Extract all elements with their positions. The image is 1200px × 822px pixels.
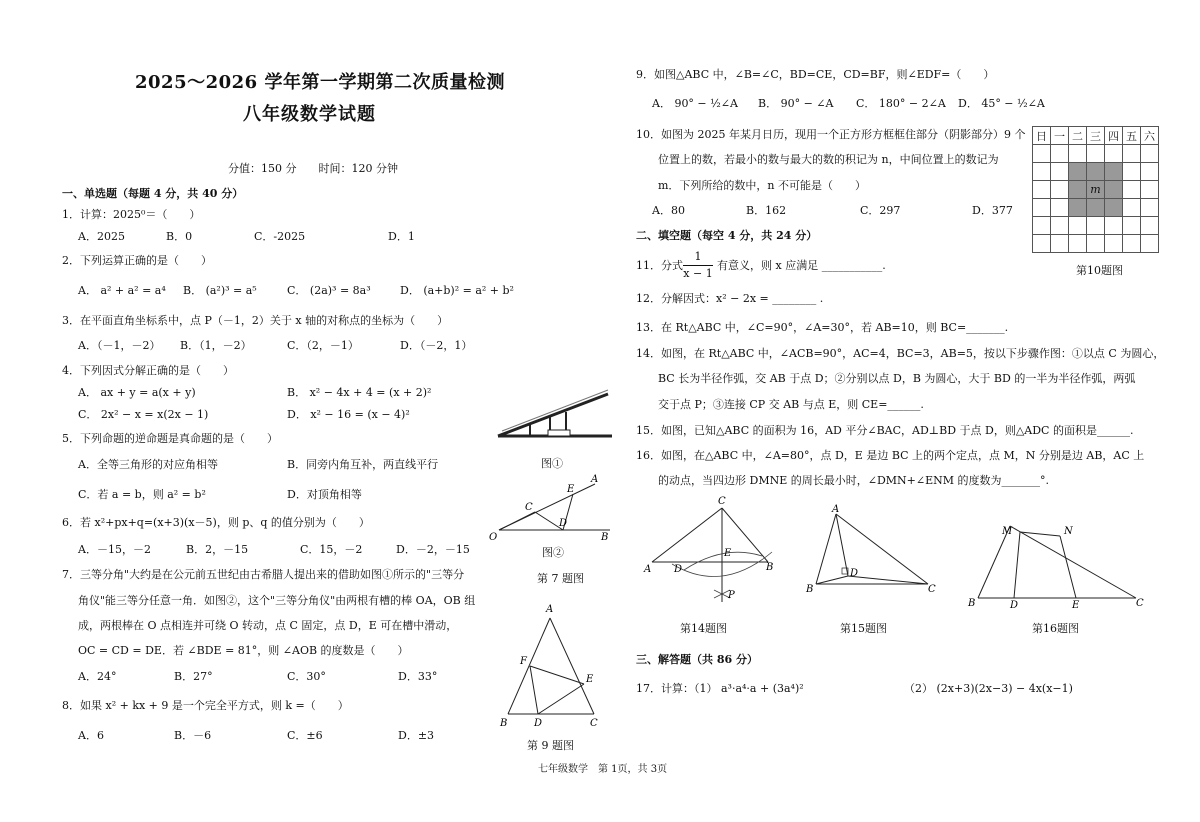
- calendar-header-sun: 日: [1033, 127, 1051, 145]
- q11-prefix: 11．分式: [636, 259, 683, 272]
- q10-line2: 位置上的数，若最小的数与最大的数的积记为 n，中间位置上的数记为: [658, 153, 999, 166]
- q10-option-d: D．377: [972, 204, 1013, 217]
- q16-label-d: D: [1010, 600, 1019, 611]
- q16-label-m: M: [1002, 526, 1013, 537]
- q5-option-d: D．对顶角相等: [287, 488, 362, 501]
- q4-option-b: B． x² − 4x + 4 = (x + 2)²: [287, 386, 432, 399]
- q3-option-a: A．（－1，－2）: [78, 339, 161, 352]
- q12-stem: 12．分解因式：x² − 2x = ________ .: [636, 292, 824, 305]
- q7-option-a: A．24°: [78, 670, 117, 683]
- q14-label-e: E: [724, 548, 732, 559]
- q1-stem: 1．计算：2025⁰＝（ ）: [62, 208, 201, 221]
- section1-heading: 一、单选题（每题 4 分，共 40 分）: [62, 187, 244, 200]
- q6-option-c: C．15，－2: [300, 543, 363, 556]
- calendar-header-sat: 六: [1141, 127, 1159, 145]
- q10-line1: 10．如图为 2025 年某月日历，现用一个正方形方框框住部分（阴影部分）9 个: [636, 128, 1026, 141]
- q9-label-e: E: [586, 674, 594, 685]
- q17-part1: 17．计算：（1） a³·a⁴·a + (3a⁴)²: [636, 682, 804, 695]
- q7-line4: OC = CD = DE．若 ∠BDE = 81°，则 ∠AOB 的度数是（ ）: [78, 644, 409, 657]
- q9-label-a: A: [546, 604, 554, 615]
- q9-option-a: A． 90° − ½∠A: [652, 97, 738, 110]
- figure-1-trisector-device: [490, 388, 620, 448]
- q11-fraction-bar: [683, 265, 713, 266]
- calendar-header-fri: 五: [1123, 127, 1141, 145]
- page-subtitle: 八年级数学试题: [243, 104, 376, 125]
- calendar-row: [1033, 199, 1159, 217]
- fig2-caption: 图②: [542, 546, 564, 559]
- calendar-row: [1033, 217, 1159, 235]
- q3-option-c: C．（2，－1）: [287, 339, 359, 352]
- q14-figure-caption: 第14题图: [680, 622, 727, 635]
- q14-label-d: D: [674, 564, 683, 575]
- q4-option-d: D． x² − 16 = (x − 4)²: [287, 408, 410, 421]
- q15-label-c: C: [928, 584, 936, 595]
- calendar-header-row: [1033, 127, 1159, 145]
- figure-q16-triangle: [964, 518, 1154, 611]
- q10-figure-caption: 第10题图: [1076, 264, 1123, 277]
- q7-option-c: C．30°: [287, 670, 326, 683]
- calendar-header-mon: 一: [1051, 127, 1069, 145]
- calendar-row: [1033, 235, 1159, 253]
- section3-heading: 三、解答题（共 86 分）: [636, 653, 758, 666]
- q11-fraction-denominator: x − 1: [683, 267, 713, 280]
- q14-label-a: A: [644, 564, 652, 575]
- q9-label-d: D: [534, 718, 543, 729]
- q14-label-c: C: [718, 496, 726, 507]
- q14-label-p: P: [728, 590, 735, 601]
- calendar-header-tue: 二: [1069, 127, 1087, 145]
- q7-line3: 成，两根棒在 O 点相连并可绕 O 转动，点 C 固定，点 D，E 可在槽中滑动，: [78, 619, 458, 632]
- q7-figure-caption: 第 7 题图: [537, 572, 584, 585]
- q9-label-b: B: [500, 718, 508, 729]
- calendar-row: [1033, 163, 1159, 181]
- q14-line3: 交于点 P；③连接 CP 交 AB 与点 E，则 CE=______.: [658, 398, 924, 411]
- q4-option-c: C． 2x² − x = x(2x − 1): [78, 408, 209, 421]
- q4-stem: 4．下列因式分解正确的是（ ）: [62, 364, 234, 377]
- calendar-center-label: m: [1090, 183, 1101, 196]
- calendar-header-wed: 三: [1087, 127, 1105, 145]
- q6-option-a: A．－15，－2: [78, 543, 151, 556]
- calendar-header-thu: 四: [1105, 127, 1123, 145]
- q16-line2: 的动点，当四边形 DMNE 的周长最小时，∠DMN+∠ENM 的度数为_______°.: [658, 474, 1049, 487]
- q10-line3: m．下列所给的数中，n 不可能是（ ）: [658, 179, 867, 192]
- q5-stem: 5．下列命题的逆命题是真命题的是（ ）: [62, 432, 278, 445]
- q1-option-c: C．-2025: [254, 230, 306, 243]
- q8-option-c: C．±6: [287, 729, 323, 742]
- page-title: 2025～2026 学年第一学期第二次质量检测: [135, 72, 505, 93]
- q16-line1: 16．如图，在△ABC 中，∠A=80°，点 D，E 是边 BC 上的两个定点，点 M，N 分别是边 AB，AC 上: [636, 449, 1145, 462]
- figure-2-trisector-diagram: [485, 472, 615, 542]
- fig2-label-d: D: [559, 518, 568, 529]
- q9-option-b: B． 90° − ∠A: [758, 97, 834, 110]
- q2-option-b: B． (a²)³ = a⁵: [183, 284, 257, 297]
- fig2-label-a: A: [591, 474, 599, 485]
- q16-label-n: N: [1064, 526, 1073, 537]
- q8-option-d: D．±3: [398, 729, 435, 742]
- page-footer: 七年级数学 第 1页，共 3页: [538, 764, 668, 775]
- q3-stem: 3．在平面直角坐标系中，点 P（－1，2）关于 x 轴的对称点的坐标为（ ）: [62, 314, 449, 327]
- figure-q15-triangle: [804, 504, 944, 594]
- q16-label-b: B: [968, 598, 976, 609]
- q1-option-b: B．0: [166, 230, 193, 243]
- q8-option-a: A．6: [78, 729, 104, 742]
- fig2-label-c: C: [525, 502, 533, 513]
- q9-label-f: F: [520, 656, 527, 667]
- q9-option-c: C． 180° − 2∠A: [856, 97, 946, 110]
- q3-option-b: B．（1，－2）: [180, 339, 252, 352]
- q7-line2: 角仪"能三等分任意一角．如图②，这个"三等分角仪"由两根有槽的棒 OA，OB 组: [78, 594, 476, 607]
- fig1-caption: 图①: [541, 457, 563, 470]
- q8-stem: 8．如果 x² + kx + 9 是一个完全平方式，则 k =（ ）: [62, 699, 349, 712]
- q5-option-b: B．同旁内角互补，两直线平行: [287, 458, 439, 471]
- q9-label-c: C: [590, 718, 598, 729]
- section2-heading: 二、填空题（每空 4 分，共 24 分）: [636, 229, 818, 242]
- q11-suffix: 有意义，则 x 应满足 ___________.: [717, 259, 886, 272]
- q8-option-b: B．－6: [174, 729, 212, 742]
- q1-option-d: D．1: [388, 230, 415, 243]
- calendar-row: [1033, 145, 1159, 163]
- q2-stem: 2．下列运算正确的是（ ）: [62, 254, 212, 267]
- q7-option-d: D．33°: [398, 670, 438, 683]
- figure-q14-construction: [644, 494, 784, 614]
- q2-option-a: A． a² + a² = a⁴: [78, 284, 166, 297]
- q6-stem: 6．若 x²+px+q=(x+3)(x－5)，则 p、q 的值分别为（ ）: [62, 516, 370, 529]
- q16-figure-caption: 第16题图: [1032, 622, 1079, 635]
- q15-label-a: A: [832, 504, 840, 515]
- fig2-label-b: B: [601, 532, 609, 543]
- q3-option-d: D．（－2，1）: [400, 339, 473, 352]
- q10-option-a: A．80: [652, 204, 685, 217]
- q15-figure-caption: 第15题图: [840, 622, 887, 635]
- calendar-row: [1033, 181, 1159, 199]
- q2-option-d: D． (a+b)² = a² + b²: [400, 284, 514, 297]
- q17-part2: （2） (2x+3)(2x−3) − 4x(x−1): [904, 682, 1073, 695]
- calendar-grid: [1032, 126, 1159, 253]
- q10-option-b: B．162: [746, 204, 787, 217]
- q10-option-c: C．297: [860, 204, 901, 217]
- fig2-label-o: O: [489, 532, 498, 543]
- q9-figure-caption: 第 9 题图: [527, 739, 574, 752]
- q15-stem: 15．如图，已知△ABC 的面积为 16，AD 平分∠BAC，AD⊥BD 于点 D，则△ADC 的面积是______.: [636, 424, 1134, 437]
- q15-label-b: B: [806, 584, 814, 595]
- q6-option-d: D．－2，－15: [396, 543, 470, 556]
- q4-option-a: A． ax + y = a(x + y): [78, 386, 196, 399]
- calendar-center-cell: [1087, 181, 1105, 199]
- q7-line1: 7．三等分角"大约是在公元前五世纪由古希腊人提出来的借助如图①所示的"三等分: [62, 568, 465, 581]
- fig2-label-e: E: [567, 484, 575, 495]
- exam-meta: 分值：150 分 时间：120 分钟: [228, 162, 398, 175]
- q2-option-c: C． (2a)³ = 8a³: [287, 284, 371, 297]
- q16-label-c: C: [1136, 598, 1144, 609]
- q14-line2: BC 长为半径作弧，交 AB 于点 D；②分别以点 D，B 为圆心，大于 BD 的一半为半径作弧，两弧: [658, 372, 1136, 385]
- figure-q9-triangle: [498, 600, 608, 730]
- q14-line1: 14．如图，在 Rt△ABC 中，∠ACB=90°，AC=4，BC=3，AB=5，按以下步骤作图：①以点 C 为圆心，: [636, 347, 1165, 360]
- q9-option-d: D． 45° − ½∠A: [958, 97, 1045, 110]
- q14-label-b: B: [766, 562, 774, 573]
- q6-option-b: B．2，－15: [186, 543, 249, 556]
- q5-option-c: C．若 a = b，则 a² = b²: [78, 488, 206, 501]
- q1-option-a: A．2025: [78, 230, 125, 243]
- q16-label-e: E: [1072, 600, 1080, 611]
- q15-label-d: D: [850, 568, 859, 579]
- q7-option-b: B．27°: [174, 670, 213, 683]
- q13-stem: 13．在 Rt△ABC 中，∠C=90°，∠A=30°，若 AB=10，则 BC=_______.: [636, 321, 1009, 334]
- q9-stem: 9．如图△ABC 中，∠B=∠C，BD=CE，CD=BF，则∠EDF=（ ）: [636, 68, 995, 81]
- q11-fraction-numerator: 1: [694, 250, 702, 263]
- q5-option-a: A．全等三角形的对应角相等: [78, 458, 218, 471]
